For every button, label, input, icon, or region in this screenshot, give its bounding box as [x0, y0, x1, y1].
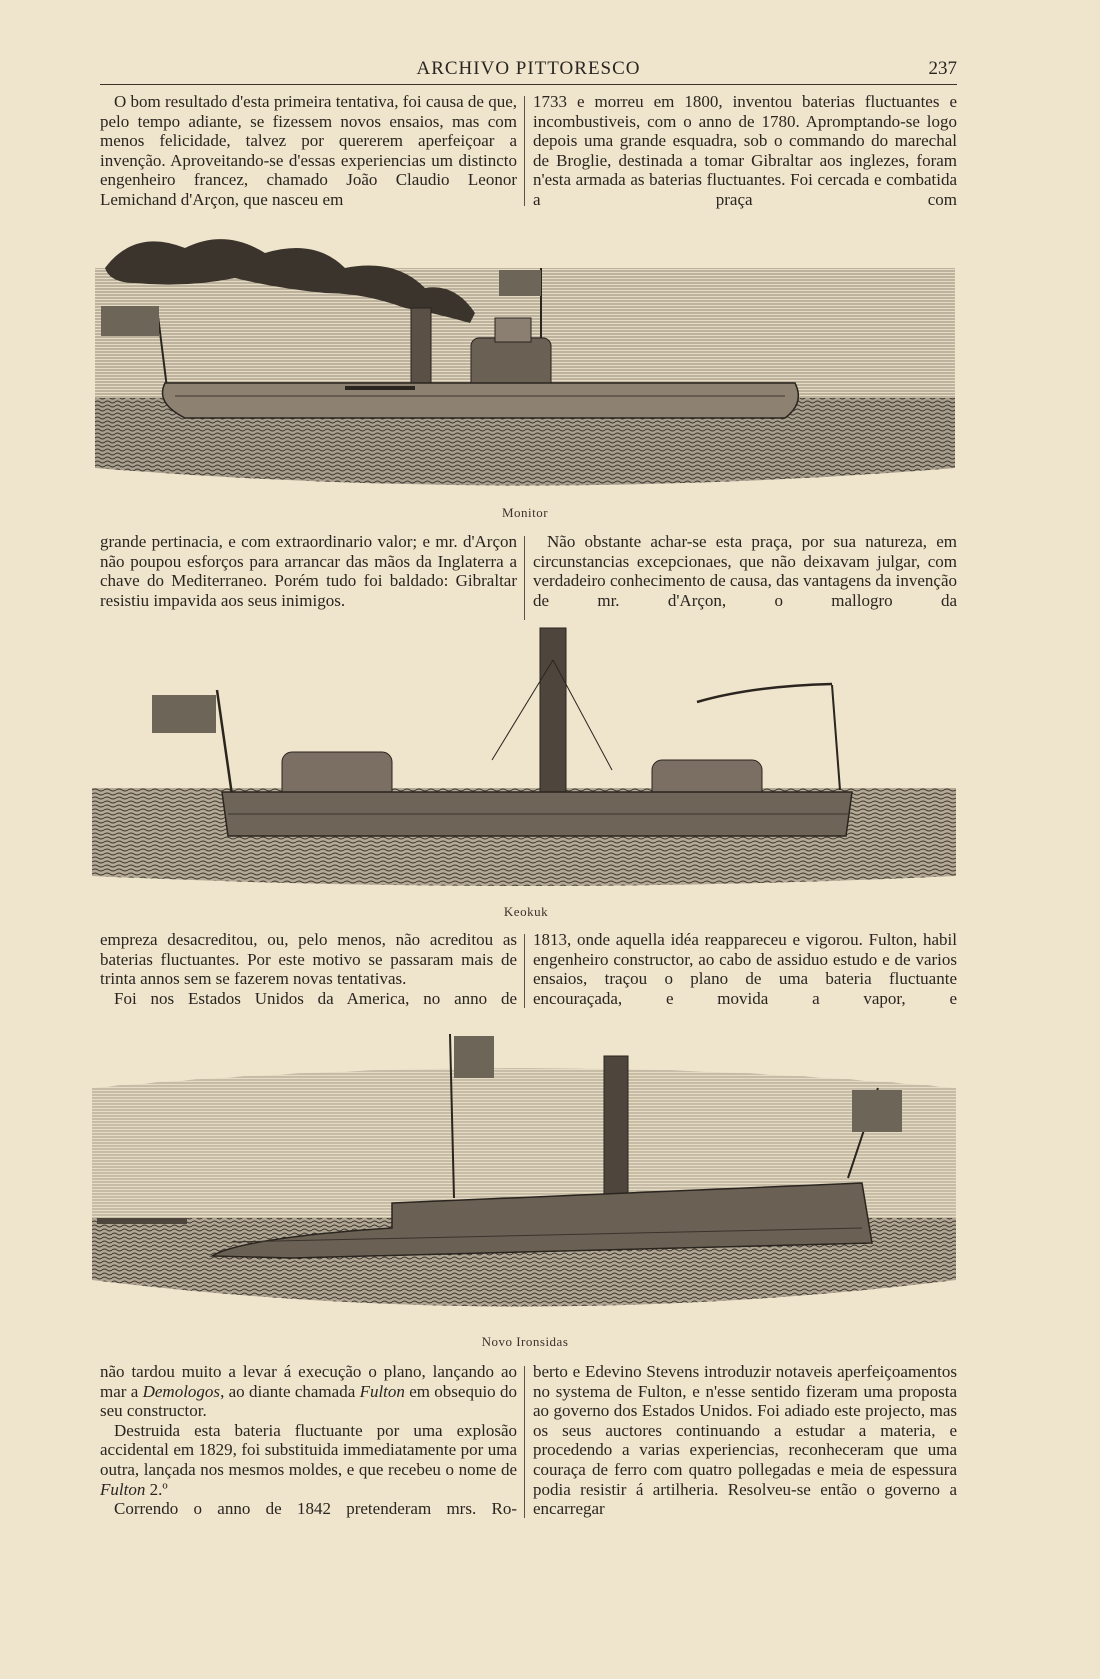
- column-divider: [524, 536, 525, 620]
- column-left-2: [100, 532, 517, 610]
- column-divider: [524, 934, 525, 1008]
- ship-name-demologos: Demologos: [142, 1381, 221, 1401]
- ship-name-fulton-2: Fulton: [100, 1479, 146, 1499]
- monitor-engraving: [95, 228, 955, 500]
- ship-name-fulton: Fulton: [359, 1381, 405, 1401]
- paragraph: Foi nos Estados Unidos da America, no anno de: [114, 988, 517, 1008]
- paragraph: 1813, onde aquella idéa reappareceu e vigorou. Fulton, habil engenheiro constructor, ao cabo de assiduo estudo e de varios ensaios, traçou o plano de uma bateria fluctuante encouraçada, e movida a vapor, e: [533, 930, 957, 1008]
- figure-caption-monitor: Monitor: [501, 505, 549, 520]
- column-divider: [524, 96, 525, 206]
- figure-caption-ironsidas: Novo Ironsidas: [481, 1334, 569, 1349]
- column-divider: [524, 1366, 525, 1518]
- column-right-1: [533, 92, 957, 210]
- paragraph: O bom resultado d'esta primeira tentativa, foi causa de que, pelo tempo adiante, se fizessem novos ensaios, mas com menos felicidade, talvez por quererem aperfeiçoar a invenção. Aproveitando-se d'essas experiencias um distincto engenheiro francez, chamado João Claudio Leonor Lemichand d'Arçon, que nasceu em: [100, 92, 517, 209]
- text-run: 2.º: [145, 1479, 168, 1499]
- paragraph: [100, 1362, 517, 1421]
- paragraph: Correndo o anno de 1842 pretenderam mrs. Ro-: [114, 1499, 517, 1519]
- text-run: em obsequio do seu constructor.: [100, 1381, 517, 1421]
- column-right-3: [533, 930, 957, 1008]
- column-left-1: [100, 92, 517, 210]
- column-left-4: [100, 1362, 517, 1519]
- paragraph: [100, 1421, 517, 1499]
- paragraph: 1733 e morreu em 1800, inventou baterias fluctuantes e incombustiveis, com o anno de 1780. Apromptando-se logo depois uma grande esquadra, sob o commando do marechal de Broglie, destinada a tomar Gibraltar aos inglezes, foram n'esta armada as baterias fluctuantes. Foi cercada e combatida a praça com: [533, 92, 957, 209]
- page-number: 237: [928, 58, 957, 79]
- paragraph: Não obstante achar-se esta praça, por sua natureza, em circunstancias excepcionaes, que não deixavam julgar, com verdadeiro conhecimento de causa, das vantagens da invenção de mr. d'Arçon, o mallogro da: [533, 532, 957, 610]
- text-run: não tardou muito a levar á execução o plano, lançando ao mar a: [100, 1362, 517, 1401]
- ironsides-engraving: [92, 1028, 956, 1326]
- column-right-2: [533, 532, 957, 610]
- column-right-4: [533, 1362, 957, 1519]
- page-header: [100, 56, 957, 85]
- paragraph: berto e Edevino Stevens introduzir notaveis aperfeiçoamentos no systema de Fulton, e n'esse sentido fizeram uma proposta ao governo dos Estados Unidos. Foi adiado este projecto, mas os seus auctores continuando a estudar a materia, e procedendo a varias experiencias, reconheceram que uma couraça de ferro com quatro pollegadas e meia de espessura podia resistir á artilheria. Resolveu-se então o governo a encarregar: [533, 1362, 957, 1519]
- paragraph: grande pertinacia, e com extraordinario valor; e mr. d'Arçon não poupou esforços para arrancar das mãos da Inglaterra a chave do Mediterraneo. Porém tudo foi baldado: Gibraltar resistiu impavida aos seus inimigos.: [100, 532, 517, 610]
- keokuk-engraving: [92, 620, 956, 896]
- text-run: Destruida esta bateria fluctuante por uma explosão accidental em 1829, foi substituida immediatamente por uma outra, lançada nos mesmos moldes, e que recebeu o nome de: [100, 1420, 517, 1479]
- figure-caption-keokuk: Keokuk: [503, 904, 549, 919]
- text-run: , ao diante chamada: [220, 1381, 360, 1401]
- journal-title: ARCHIVO PITTORESCO: [416, 58, 641, 79]
- paragraph: empreza desacreditou, ou, pelo menos, não acreditou as baterias fluctuantes. Por este motivo se passaram mais de trinta annos sem se fazerem novas tentativas.: [100, 930, 517, 989]
- column-left-3: [100, 930, 517, 1008]
